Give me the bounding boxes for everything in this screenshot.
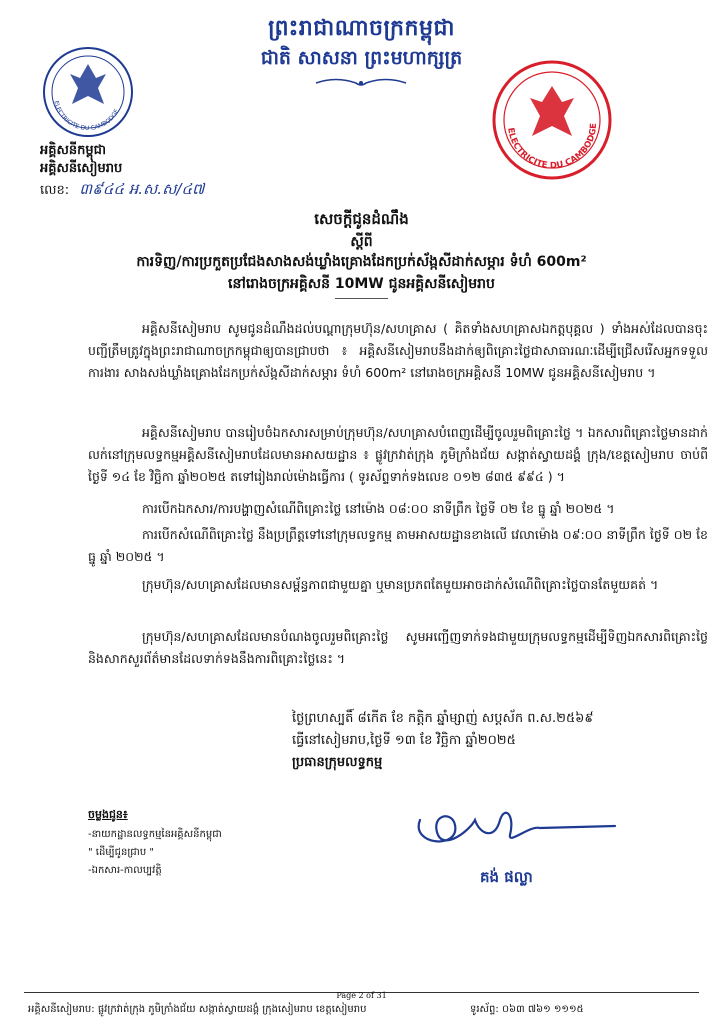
kingdom-title: ព្រះរាជាណាចក្រកម្ពុជា [268,16,455,41]
ornament-divider [311,76,411,90]
org-name-secondary: អគ្គិសនីសៀមរាប [40,161,123,176]
date-solar: ធ្វើនៅសៀមរាប,ថ្ងៃទី ១៣ ខែ វិច្ឆិកា ឆ្នាំ២០២៥ [292,733,516,748]
right-seal-text: ELECTRICITE DU CAMBODGE [505,122,600,172]
footer-phone: ទូរស័ព្ទ: ០៦៣ ៧៦១ ១១១៥ [470,1004,584,1015]
body-paragraph-5: ក្រុមហ៊ុន/សហគ្រាសដែលមានសម្ព័ន្ធភាពជាមួយគ្នា ឬមានប្រភពតែមួយអាចដាក់សំណើពិគ្រោះថ្លៃបានតែមួយគត់ ។ [142,577,659,592]
reference-number: ៣៩៤៤ អ.ស.ស/៤៧ [79,180,205,198]
reference-line [40,180,204,202]
title-divider [335,298,388,299]
body-paragraph-2: អគ្គិសនីសៀមរាប បានរៀបចំឯកសារសម្រាប់ក្រុមហ៊ុន/សហគ្រាសបំពេញដើម្បីចូលរួមពិគ្រោះថ្លៃ ។ ឯកសារពិគ្រោះថ្លៃមានដាក់លក់នៅក្រុមលទ្ធកម្មអគ្គិសនីសៀមរាបដែលមានអាសយដ្ឋាន ៖ ផ្លូវក្រវាត់ក្រុង ភូមិក្រាំងជ័យ សង្កាត់ស្វាយដង្គំ ក្រុង/ខេត្តសៀមរាប ចាប់ពីថ្ងៃទី ១៤ ខែ វិច្ឆិកា ឆ្នាំ២០២៥ តទៅរៀងរាល់ម៉ោងធ្វើការ ( ទូរស័ព្ទទាក់ទងលេខ ០១២ ៨៣៥ ៩៩៤ ) ។ [88,425,708,484]
footer-address: អគ្គិសនីសៀមរាប: ផ្លូវក្រវាត់ក្រុង ភូមិក្រាំងជ័យ សង្កាត់ស្វាយដង្គំ ក្រុងសៀមរាប ខេត្តសៀមរាប [28,1004,367,1015]
body-paragraph-6: ក្រុមហ៊ុន/សហគ្រាសដែលមានបំណងចូលរួមពិគ្រោះថ្លៃ សូមអញ្ជើញទាក់ទងជាមួយក្រុមលទ្ធកម្មដើម្បីទិញឯកសារពិគ្រោះថ្លៃ និងសាកសួរព័ត៌មានដែលទាក់ទងនឹងការពិគ្រោះថ្លៃនេះ ។ [88,629,708,666]
svg-text:ELECTRICITE DU CAMBODGE [505,123,599,171]
notice-subject-label: ស្តីពី [350,234,373,250]
body-paragraph-3: ការបើកឯកសារ/ការបង្ហាញសំណើពិគ្រោះថ្លៃ នៅម៉ោង ០៨:០០ នាទីព្រឹក ថ្ងៃទី ០២ ខែ ធ្នូ ឆ្នាំ ២០២៥ ។ [142,501,615,516]
org-name-primary: អគ្គិសនីកម្ពុជា [40,143,107,158]
edc-logo-seal [40,44,136,140]
national-motto: ជាតិ សាសនា ព្រះមហាក្សត្រ [260,47,463,69]
notice-subject-line2: នៅរោងចក្រអគ្គិសនី 10MW ជូនអគ្គិសនីសៀមរាប [228,276,495,292]
notice-title: សេចក្តីជូនដំណឹង [314,210,409,228]
body-paragraph-4: ការបើកសំណើពិគ្រោះថ្លៃ នឹងប្រព្រឹត្តទៅនៅក្រុមលទ្ធកម្ម តាមអាសយដ្ឋានខាងលើ វេលាម៉ោង ០៩:០០ នាទីព្រឹក ថ្ងៃទី ០២ ខែ ធ្នូ ឆ្នាំ ២០២៥ ។ [88,527,708,564]
signatory-title: ប្រធានក្រុមលទ្ធកម្ម [292,755,383,770]
reference-label: លេខ: [40,183,70,198]
left-seal-text: ELECTRICITE DU CAMBODGE [52,100,121,133]
cc-item: -នាយកដ្ឋានលទ្ធកម្មនៃអគ្គិសនីកម្ពុជា [88,829,222,840]
notice-subject-line1: ការទិញ/ការប្រកួតប្រជែងសាងសង់ឃ្លាំងគ្រោងដែកប្រក់ស័ង្កសីដាក់សម្ភារ ទំហំ 600m² [136,254,587,270]
date-lunar: ថ្ងៃព្រហស្បតិ៍ ៨កើត ខែ កត្តិក ឆ្នាំម្សាញ់ សប្តស័ក ព.ស.២៥៦៩ [292,711,594,726]
body-paragraph-1: អគ្គិសនីសៀមរាប សូមជូនដំណឹងដល់បណ្តាក្រុមហ៊ុន/សហគ្រាស ( គិតទាំងសហគ្រាសឯកត្តបុគ្គល ) ទាំងអស់ដែលបានចុះបញ្ជីត្រឹមត្រូវក្នុងព្រះរាជាណាចក្រកម្ពុជាឲ្យបានជ្រាបថា ៖ អគ្គិសនីសៀមរាបនឹងដាក់ឲ្យពិគ្រោះថ្លៃជាសាធារណៈដើម្បីជ្រើសរើសអ្នកទទួលការងារ សាងសង់ឃ្លាំងគ្រោងដែកប្រក់ស័ង្កសីដាក់សម្ភារ ទំហំ 600m² នៅរោងចក្រអគ្គិសនី 10MW ជូនអគ្គិសនីសៀមរាប ។ [88,321,708,380]
handwritten-signature [400,790,620,860]
page-number: Page 2 of 31 [336,991,387,1000]
cc-item: " ដើម្បីជូនជ្រាប " [88,847,154,858]
red-official-stamp [490,58,614,182]
signatory-name: គង់ ផល្លា [480,868,533,886]
cc-heading: ចម្លងជូន៖ [88,808,128,821]
cc-item: -ឯកសារ-កាលប្បវត្តិ [88,865,162,876]
cc-list [88,826,222,880]
